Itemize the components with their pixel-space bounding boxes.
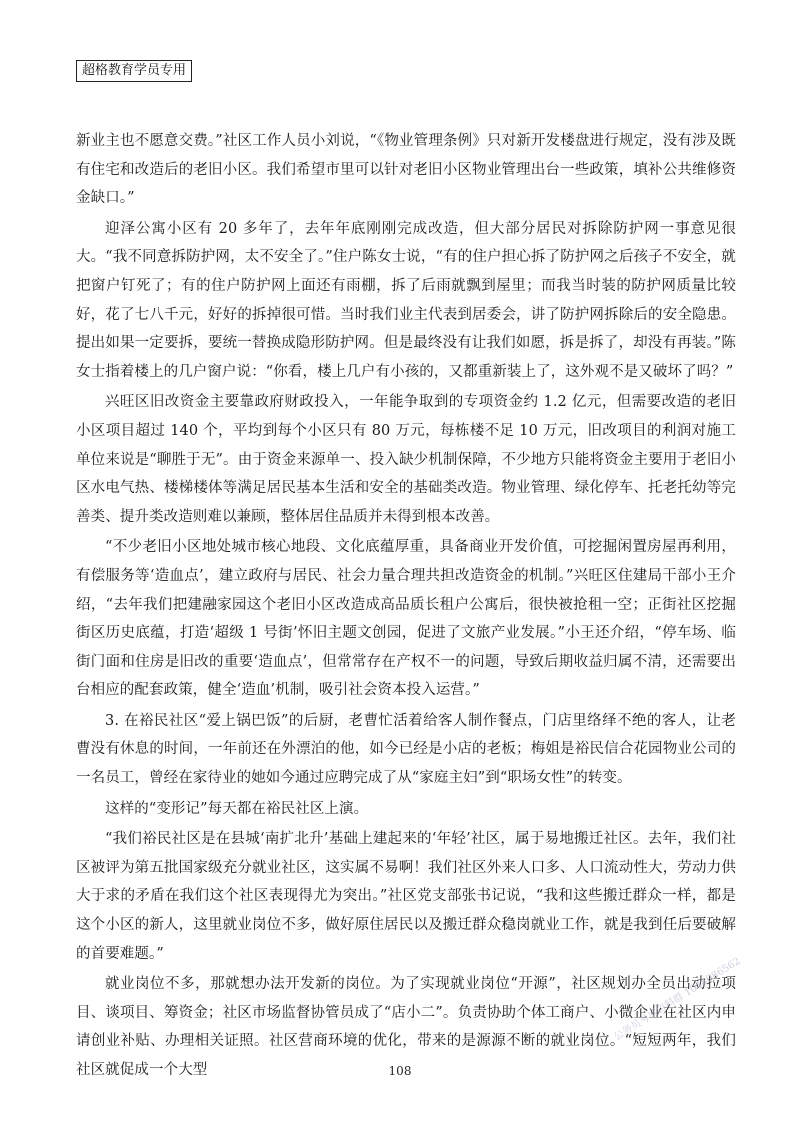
paragraph-6: 这样的“变形记”每天都在裕民社区上演。 [105,800,369,817]
paragraph-2: 迎泽公寓小区有 20 多年了，去年年底刚刚完成改造，但大部分居民对拆除防护网一事意见很大。“我不同意拆防护网，太不安全了。”住户陈女士说，“有的住户担心拆了防护网之后孩子不安全，就把窗户钉死了；有的住户防护网上面还有雨棚，拆了后雨就飘到屋里；而我当时装的防护网质量比较好，花了七八千元，好好的拆掉很可惜。当时我们业主代表到居委会，讲了防护网拆除后的安全隐患。提出如果一定要拆，要统一替换成隐形防护网。但是最终没有让我们如愿，拆是拆了，却没有再装。”陈女士指着楼上的几户窗户说：“你看，楼上几户有小孩的，又都重新装上了，这外观不是又破坏了吗？” [76,220,736,380]
header-label: 超格教育学员专用 [82,63,187,78]
header-label-box [76,60,192,82]
paragraph-4: “不少老旧小区地处城市核心地段、文化底蕴厚重，具备商业开发价值，可挖掘闲置房屋再利用，有偿服务等‘造血点’，建立政府与居民、社会力量合理共担改造资金的机制。”兴旺区住建局干部小王介绍，“去年我们把建融家园这个老旧小区改造成高品质长租户公寓后，很快被抢租一空；正街社区挖掘街区历史底蕴，打造‘超级 1 号街’怀旧主题文创园，促进了文旅产业发展。”小王还介绍，“停车场、临街门面和住房是旧改的重要‘造血点’，但常常存在产权不一的问题，导致后期收益归属不清，还需要出台相应的配套政策，健全‘造血’机制，吸引社会资本投入运营。” [76,539,736,699]
paragraph-7: “我们裕民社区是在县城‘南扩北升’基础上建起来的‘年轻’社区，属于易地搬迁社区。去年，我们社区被评为第五批国家级充分就业社区，这实属不易啊！我们社区外来人口多、人口流动性大，劳动力供大于求的矛盾在我们这个社区表现得尤为突出。”社区党支部张书记说，“我和这些搬迁群众一样，都是这个小区的新人，这里就业岗位不多，做好原住居民以及搬迁群众稳岗就业工作，就是我到任后要破解的首要难题。” [76,831,736,962]
document-body [76,127,736,1087]
paragraph-8: 就业岗位不多，那就想办法开发新的岗位。为了实现就业岗位“开源”，社区规划办全员出动拉项目、谈项目、筹资金；社区市场监督协管员成了“店小二”。负责协助个体工商户、小微企业在社区内申请创业补贴、办理相关证照。社区营商环境的优化，带来的是源源不断的就业岗位。“短短两年，我们社区就促成一个大型 [76,976,736,1078]
paragraph-3: 兴旺区旧改资金主要靠政府财政投入，一年能争取到的专项资金约 1.2 亿元，但需要改造的老旧小区项目超过 140 个，平均到每个小区只有 80 万元，每栋楼不足 10 万元，旧改项目的利润对施工单位来说是“聊胜于无”。由于资金来源单一、投入缺少机制保障，不少地方只能将资金主要用于老旧小区水电气热、楼梯楼体等满足居民基本生活和安全的基础类改造。物业管理、绿化停车、托老托幼等完善类、提升类改造则难以兼顾，整体居住品质并未得到根本改善。 [76,394,736,525]
page-number: 108 [388,1064,412,1078]
paragraph-1: 新业主也不愿意交费。”社区工作人员小刘说，“《物业管理条例》只对新开发楼盘进行规定，没有涉及既有住宅和改造后的老旧小区。我们希望市里可以针对老旧小区物业管理出台一些政策，填补公共维修资金缺口。” [76,133,736,207]
watermark-text: 公务员考试资料群 1044086562 [612,955,743,1043]
paragraph-5: 3. 在裕民社区“爱上锅巴饭”的后厨，老曹忙活着给客人制作餐点，门店里络绎不绝的客人，让老曹没有休息的时间，一年前还在外漂泊的他，如今已经是小店的老板；梅姐是裕民信合花园物业公司的一名员工，曾经在家待业的她如今通过应聘完成了从“家庭主妇”到“职场女性”的转变。 [76,712,736,787]
